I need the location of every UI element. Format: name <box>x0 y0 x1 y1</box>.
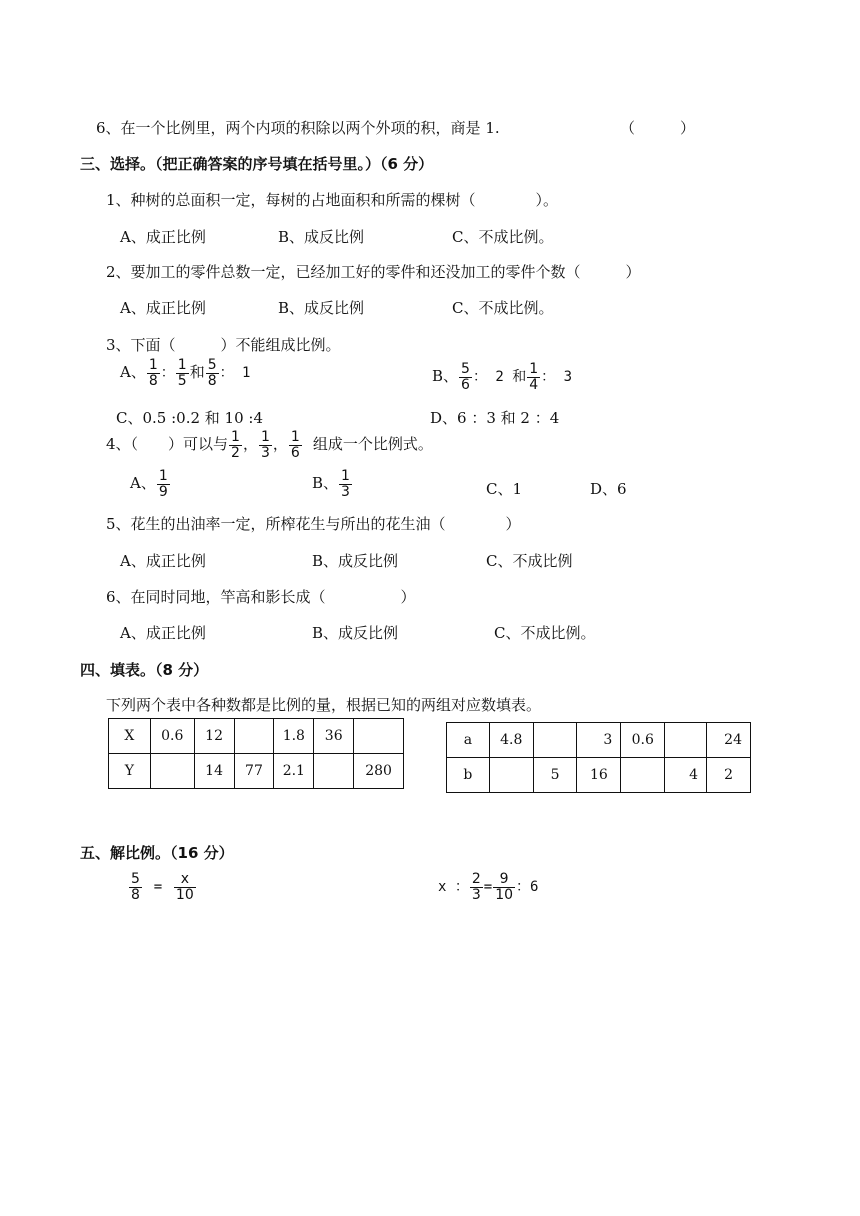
q4-option-d: D、6 <box>590 480 627 498</box>
fraction: $\frac{5}{6}$ <box>461 361 470 393</box>
table-cell: 16 <box>577 758 621 793</box>
section-4-title: 四、填表。（8 分） <box>80 661 209 679</box>
table-row <box>447 723 751 758</box>
table-row <box>447 758 751 793</box>
fraction: $\frac{1}{2}$ <box>231 429 240 461</box>
table-cell <box>665 723 707 758</box>
table-cell: b <box>447 758 490 793</box>
table-cell <box>234 719 274 754</box>
table-cell <box>489 758 533 793</box>
q2-option-c: C、不成比例。 <box>452 299 554 317</box>
table-cell <box>354 719 404 754</box>
section-5-title: 五、解比例。（16 分） <box>80 844 234 862</box>
table-cell <box>533 723 577 758</box>
table-cell: 0.6 <box>621 723 665 758</box>
table-cell: 2 <box>707 758 751 793</box>
q5-option-c: C、不成比例 <box>486 552 573 570</box>
section-4-intro: 下列两个表中各种数都是比例的量，根据已知的两组对应数填表。 <box>106 696 542 714</box>
table-cell: X <box>109 719 151 754</box>
q4-option-a: A、 $\frac{1}{9}$ <box>130 468 168 500</box>
choice-question-2: 2、要加工的零件总数一定，已经加工好的零件和还没加工的零件个数（ ） <box>106 263 641 281</box>
table-cell: 4.8 <box>489 723 533 758</box>
equation-1: $\frac{5}{8}$ = $\frac{x}{10}$ <box>131 871 194 903</box>
table-cell: a <box>447 723 490 758</box>
table-row <box>109 719 404 754</box>
table-cell: 3 <box>577 723 621 758</box>
table-cell: 280 <box>354 754 404 789</box>
q3-option-a: A、 $\frac{1}{8}$ ： $\frac{1}{5}$ 和 $\frac{5}{8}$ ： 1 <box>120 357 251 389</box>
fraction: $\frac{x}{10}$ <box>175 871 194 903</box>
q6-option-c: C、不成比例。 <box>494 624 596 642</box>
judge-answer-paren: （ ） <box>620 119 696 137</box>
table-cell: 77 <box>234 754 274 789</box>
table-cell: 2.1 <box>274 754 314 789</box>
table-cell: 24 <box>707 723 751 758</box>
choice-question-1: 1、种树的总面积一定，每树的占地面积和所需的棵树（ ）。 <box>106 191 559 209</box>
judge-question-6-text: 6、在一个比例里，两个内项的积除以两个外项的积，商是 1. <box>96 119 500 137</box>
fraction: $\frac{2}{3}$ <box>471 871 481 903</box>
q2-option-a: A、成正比例 <box>120 299 206 317</box>
q1-option-b: B、成反比例 <box>278 228 365 246</box>
q1-option-c: C、不成比例。 <box>452 228 554 246</box>
judge-question-6 <box>96 117 500 138</box>
table-cell: 0.6 <box>150 719 194 754</box>
q4-option-c: C、1 <box>486 480 523 498</box>
proportion-table-2 <box>446 722 751 793</box>
q6-option-a: A、成正比例 <box>120 624 206 642</box>
choice-question-5: 5、花生的出油率一定，所榨花生与所出的花生油（ ） <box>106 515 521 533</box>
fraction: $\frac{1}{4}$ <box>529 361 539 393</box>
choice-question-6: 6、在同时同地，竿高和影长成（ ） <box>106 588 416 606</box>
table-cell: 36 <box>314 719 354 754</box>
fraction: $\frac{1}{8}$ <box>148 357 158 389</box>
fraction: $\frac{5}{8}$ <box>131 871 140 903</box>
q3-option-d: D、6 ：3 和 2 ：4 <box>430 409 560 427</box>
proportion-table-1 <box>108 718 404 789</box>
fraction: $\frac{1}{9}$ <box>158 468 168 500</box>
q3-option-b: B、 $\frac{5}{6}$ ： 2 和 $\frac{1}{4}$ ： 3 <box>432 361 573 393</box>
table-cell: 4 <box>665 758 707 793</box>
table-row <box>109 754 404 789</box>
section-3-title: 三、选择。（把正确答案的序号填在括号里。）（6 分） <box>80 155 434 173</box>
fraction: $\frac{5}{8}$ <box>207 357 217 389</box>
q5-option-b: B、成反比例 <box>312 552 399 570</box>
choice-question-4: 4、（ ）可以与 $\frac{1}{2}$ ， $\frac{1}{3}$ ， $\frac{1}{6}$ 组成一个比例式。 <box>106 429 433 461</box>
fraction: $\frac{1}{3}$ <box>341 468 350 500</box>
fraction: $\frac{1}{6}$ <box>290 429 300 461</box>
q2-option-b: B、成反比例 <box>278 299 365 317</box>
q6-option-b: B、成反比例 <box>312 624 399 642</box>
fraction: $\frac{1}{5}$ <box>177 357 187 389</box>
table-cell: Y <box>109 754 151 789</box>
table-cell: 12 <box>194 719 234 754</box>
q5-option-a: A、成正比例 <box>120 552 206 570</box>
table-cell: 14 <box>194 754 234 789</box>
fraction: $\frac{1}{3}$ <box>260 429 270 461</box>
table-cell <box>150 754 194 789</box>
q4-option-b: B、 $\frac{1}{3}$ <box>312 468 350 500</box>
q1-option-a: A、成正比例 <box>120 228 206 246</box>
choice-question-3: 3、下面（ ）不能组成比例。 <box>106 336 341 354</box>
fraction: $\frac{9}{10}$ <box>495 871 514 903</box>
table-cell <box>314 754 354 789</box>
equation-2: x ： $\frac{2}{3}$ = $\frac{9}{10}$ ：6 <box>438 871 539 903</box>
table-cell: 1.8 <box>274 719 314 754</box>
table-cell <box>621 758 665 793</box>
q3-option-c: C、0.5 :0.2 和 10 :4 <box>116 409 263 427</box>
table-cell: 5 <box>533 758 577 793</box>
